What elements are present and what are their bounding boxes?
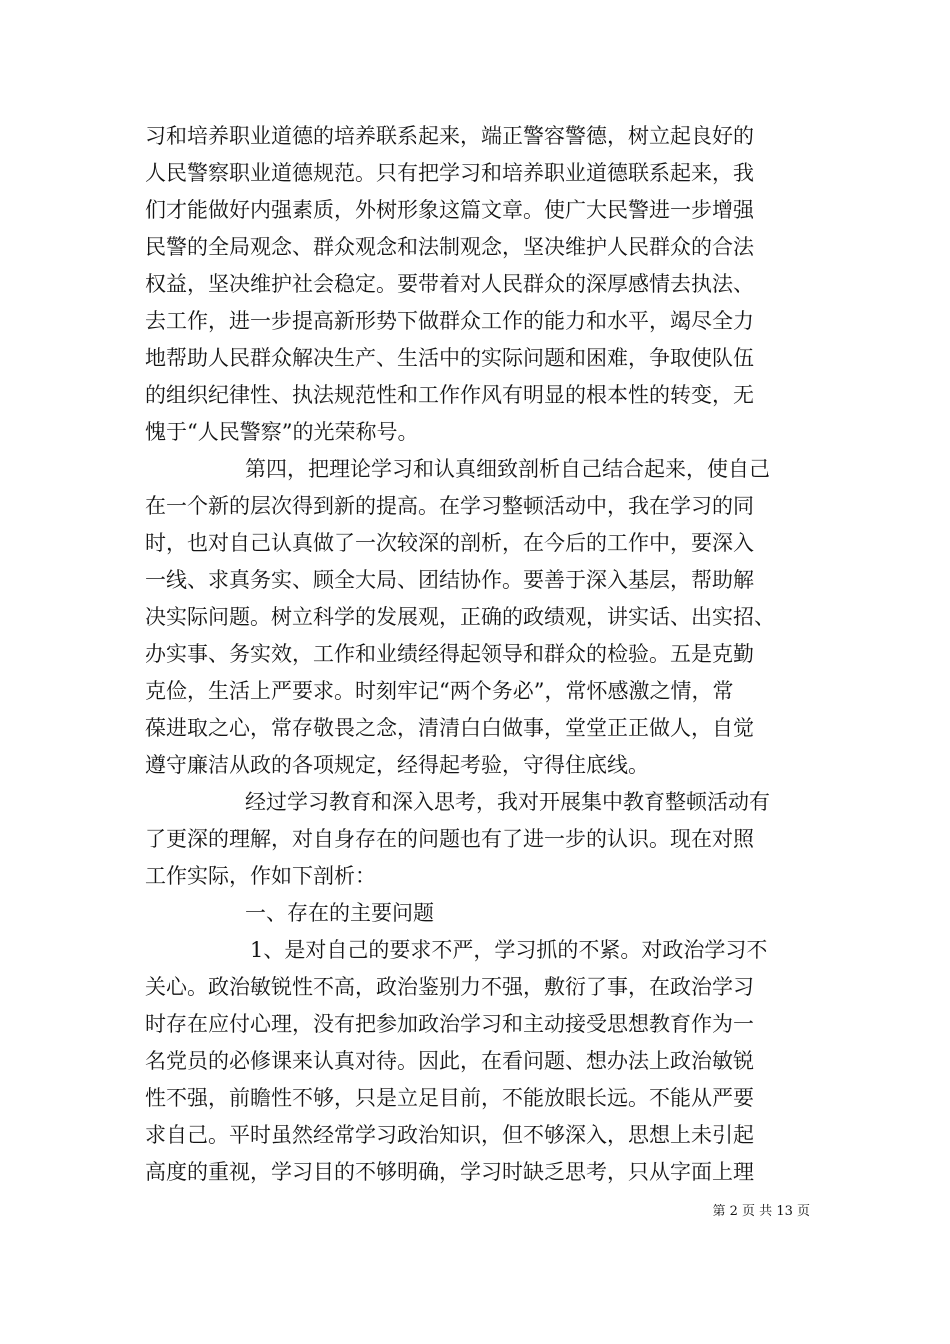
text-line: 的组织纪律性、执法规范性和工作作风有明显的根本性的转变，无	[145, 383, 754, 407]
text-line: 求自己。平时虽然经常学习政治知识，但不够深入，思想上未引起	[145, 1123, 754, 1147]
text-line: 克俭，生活上严要求。时刻牢记“两个务必”，常怀感激之情，常	[145, 679, 734, 703]
text-line: 了更深的理解，对自身存在的问题也有了进一步的认识。现在对照	[145, 827, 754, 851]
text-line: 时，也对自己认真做了一次较深的剖析，在今后的工作中，要深入	[145, 531, 754, 555]
text-line: 人民警察职业道德规范。只有把学习和培养职业道德联系起来，我	[145, 161, 754, 185]
text-line: 地帮助人民群众解决生产、生活中的实际问题和困难，争取使队伍	[145, 346, 754, 370]
text-line: 办实事、务实效，工作和业绩经得起领导和群众的检验。五是克勤	[145, 642, 754, 666]
text-line: 习和培养职业道德的培养联系起来，端正警容警德，树立起良好的	[145, 124, 754, 148]
text-line: 遵守廉洁从政的各项规定，经得起考验，守得住底线。	[145, 753, 649, 777]
text-line: 工作实际，作如下剖析：	[145, 864, 376, 888]
text-line: 权益，坚决维护社会稳定。要带着对人民群众的深厚感情去执法、	[145, 272, 754, 296]
page-number-footer: 第 2 页 共 13 页	[712, 1204, 810, 1219]
text-line: 民警的全局观念、群众观念和法制观念，坚决维护人民群众的合法	[145, 235, 754, 259]
text-line: 在一个新的层次得到新的提高。在学习整顿活动中，我在学习的同	[145, 494, 754, 518]
text-line: 决实际问题。树立科学的发展观，正确的政绩观，讲实话、出实招、	[145, 605, 775, 629]
section-heading: 一、存在的主要问题	[245, 901, 434, 925]
text-line: 一线、求真务实、顾全大局、团结协作。要善于深入基层，帮助解	[145, 568, 754, 592]
paragraph-start-line: 1、是对自己的要求不严，学习抓的不紧。对政治学习不	[250, 938, 768, 962]
paragraph-start-line: 第四，把理论学习和认真细致剖析自己结合起来，使自己	[245, 457, 770, 481]
paragraph-start-line: 经过学习教育和深入思考，我对开展集中教育整顿活动有	[245, 790, 770, 814]
text-line: 时存在应付心理，没有把参加政治学习和主动接受思想教育作为一	[145, 1012, 754, 1036]
text-line: 高度的重视，学习目的不够明确，学习时缺乏思考，只从字面上理	[145, 1160, 754, 1184]
text-line: 名党员的必修课来认真对待。因此，在看问题、想办法上政治敏锐	[145, 1049, 754, 1073]
text-line: 愧于“人民警察”的光荣称号。	[145, 420, 419, 444]
text-line: 们才能做好内强素质，外树形象这篇文章。使广大民警进一步增强	[145, 198, 754, 222]
text-line: 关心。政治敏锐性不高，政治鉴别力不强，敷衍了事，在政治学习	[145, 975, 754, 999]
text-line: 去工作，进一步提高新形势下做群众工作的能力和水平，竭尽全力	[145, 309, 754, 333]
text-line: 性不强，前瞻性不够，只是立足目前，不能放眼长远。不能从严要	[145, 1086, 754, 1110]
text-line: 葆进取之心，常存敬畏之念，清清白白做事，堂堂正正做人，自觉	[145, 716, 754, 740]
